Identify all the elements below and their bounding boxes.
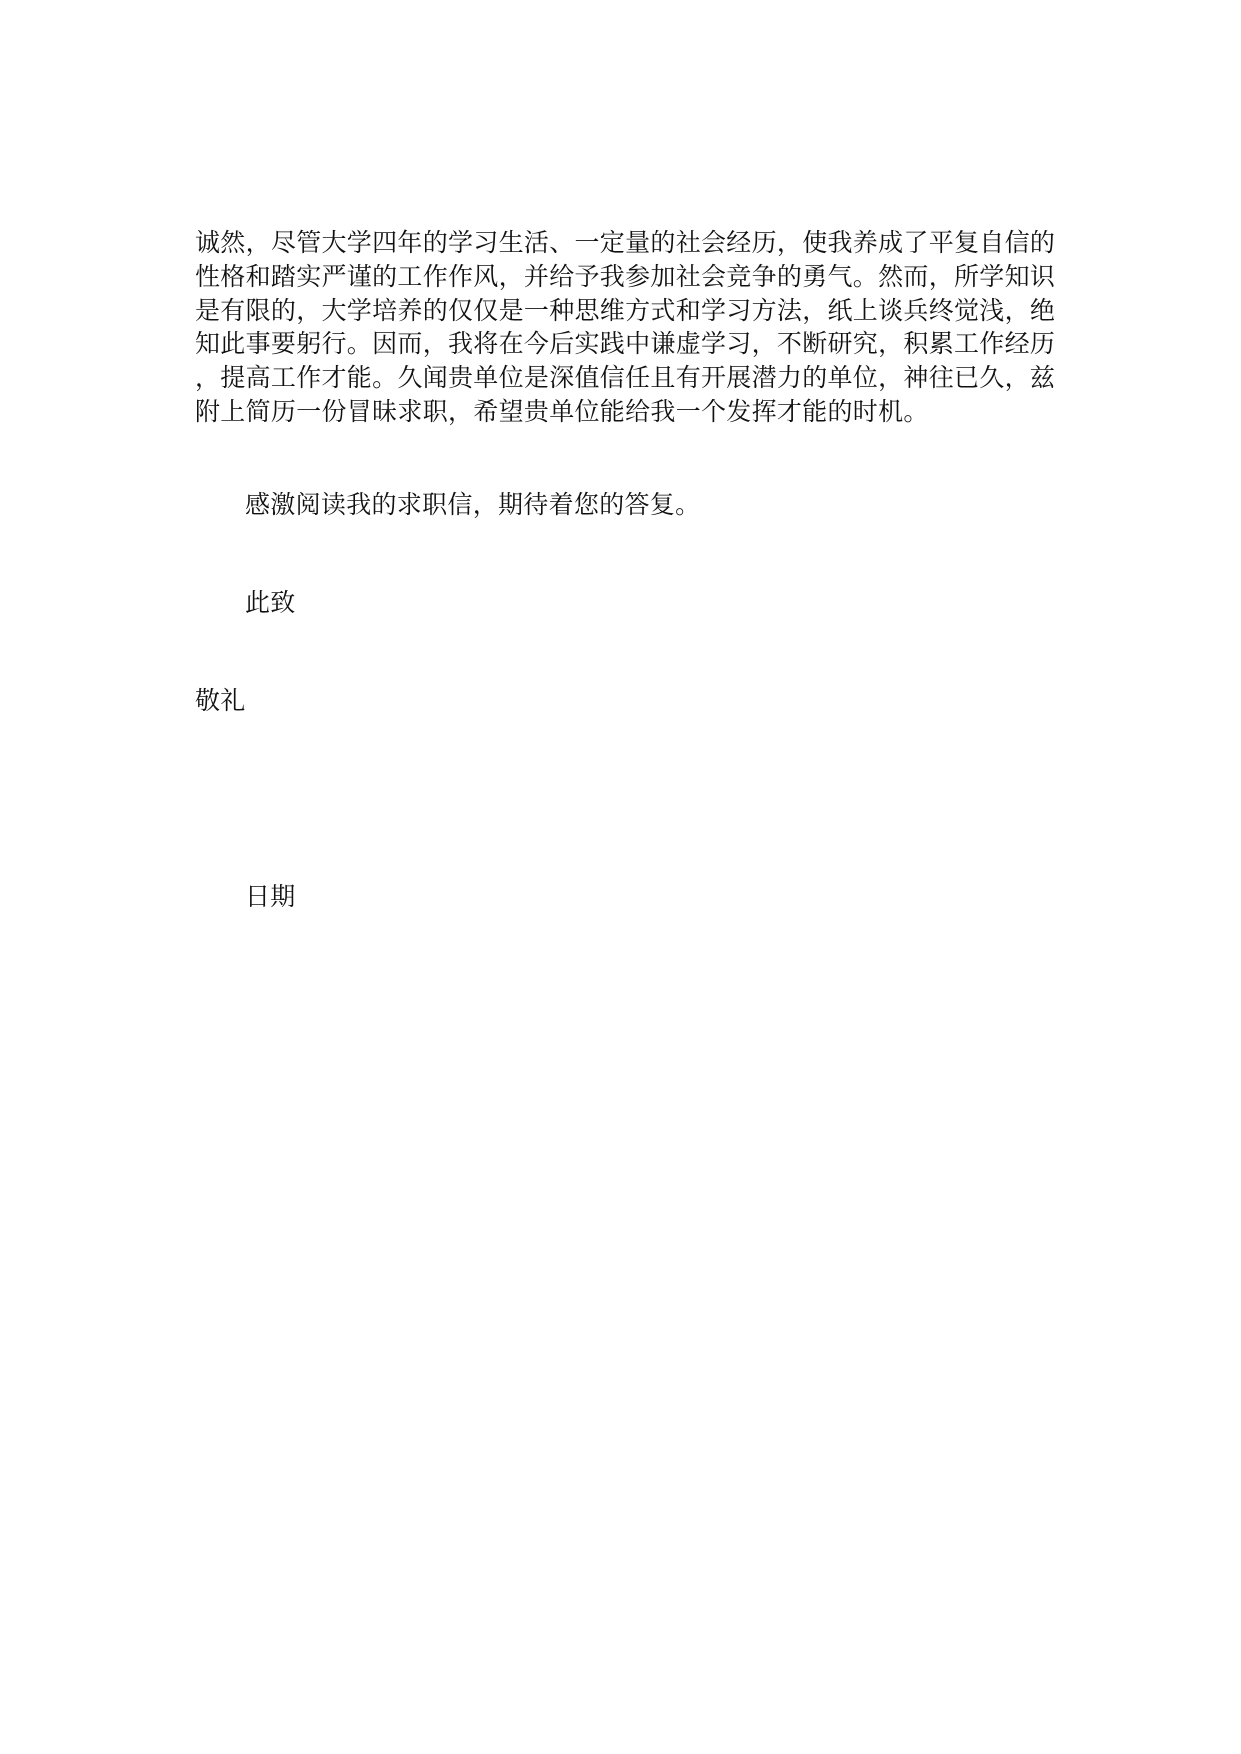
thanks-line: 感激阅读我的求职信，期待着您的答复。 xyxy=(245,490,701,519)
closing-line: 此致 xyxy=(245,588,296,617)
paragraph-line-2: 性格和踏实严谨的工作作风，并给予我参加社会竞争的勇气。然而，所学知识 xyxy=(195,262,1056,291)
salute-line: 敬礼 xyxy=(195,686,246,715)
paragraph-line-1: 诚然，尽管大学四年的学习生活、一定量的社会经历，使我养成了平复自信的 xyxy=(195,228,1056,257)
paragraph-line-3: 是有限的，大学培养的仅仅是一种思维方式和学习方法，纸上谈兵终觉浅，绝 xyxy=(195,296,1056,325)
paragraph-line-4: 知此事要躬行。因而，我将在今后实践中谦虚学习，不断研究，积累工作经历 xyxy=(195,329,1056,358)
paragraph-line-5: ，提高工作才能。久闻贵单位是深值信任且有开展潜力的单位，神往已久，兹 xyxy=(195,363,1056,392)
paragraph-line-6: 附上简历一份冒昧求职，希望贵单位能给我一个发挥才能的时机。 xyxy=(195,397,929,426)
date-label: 日期 xyxy=(245,882,296,911)
